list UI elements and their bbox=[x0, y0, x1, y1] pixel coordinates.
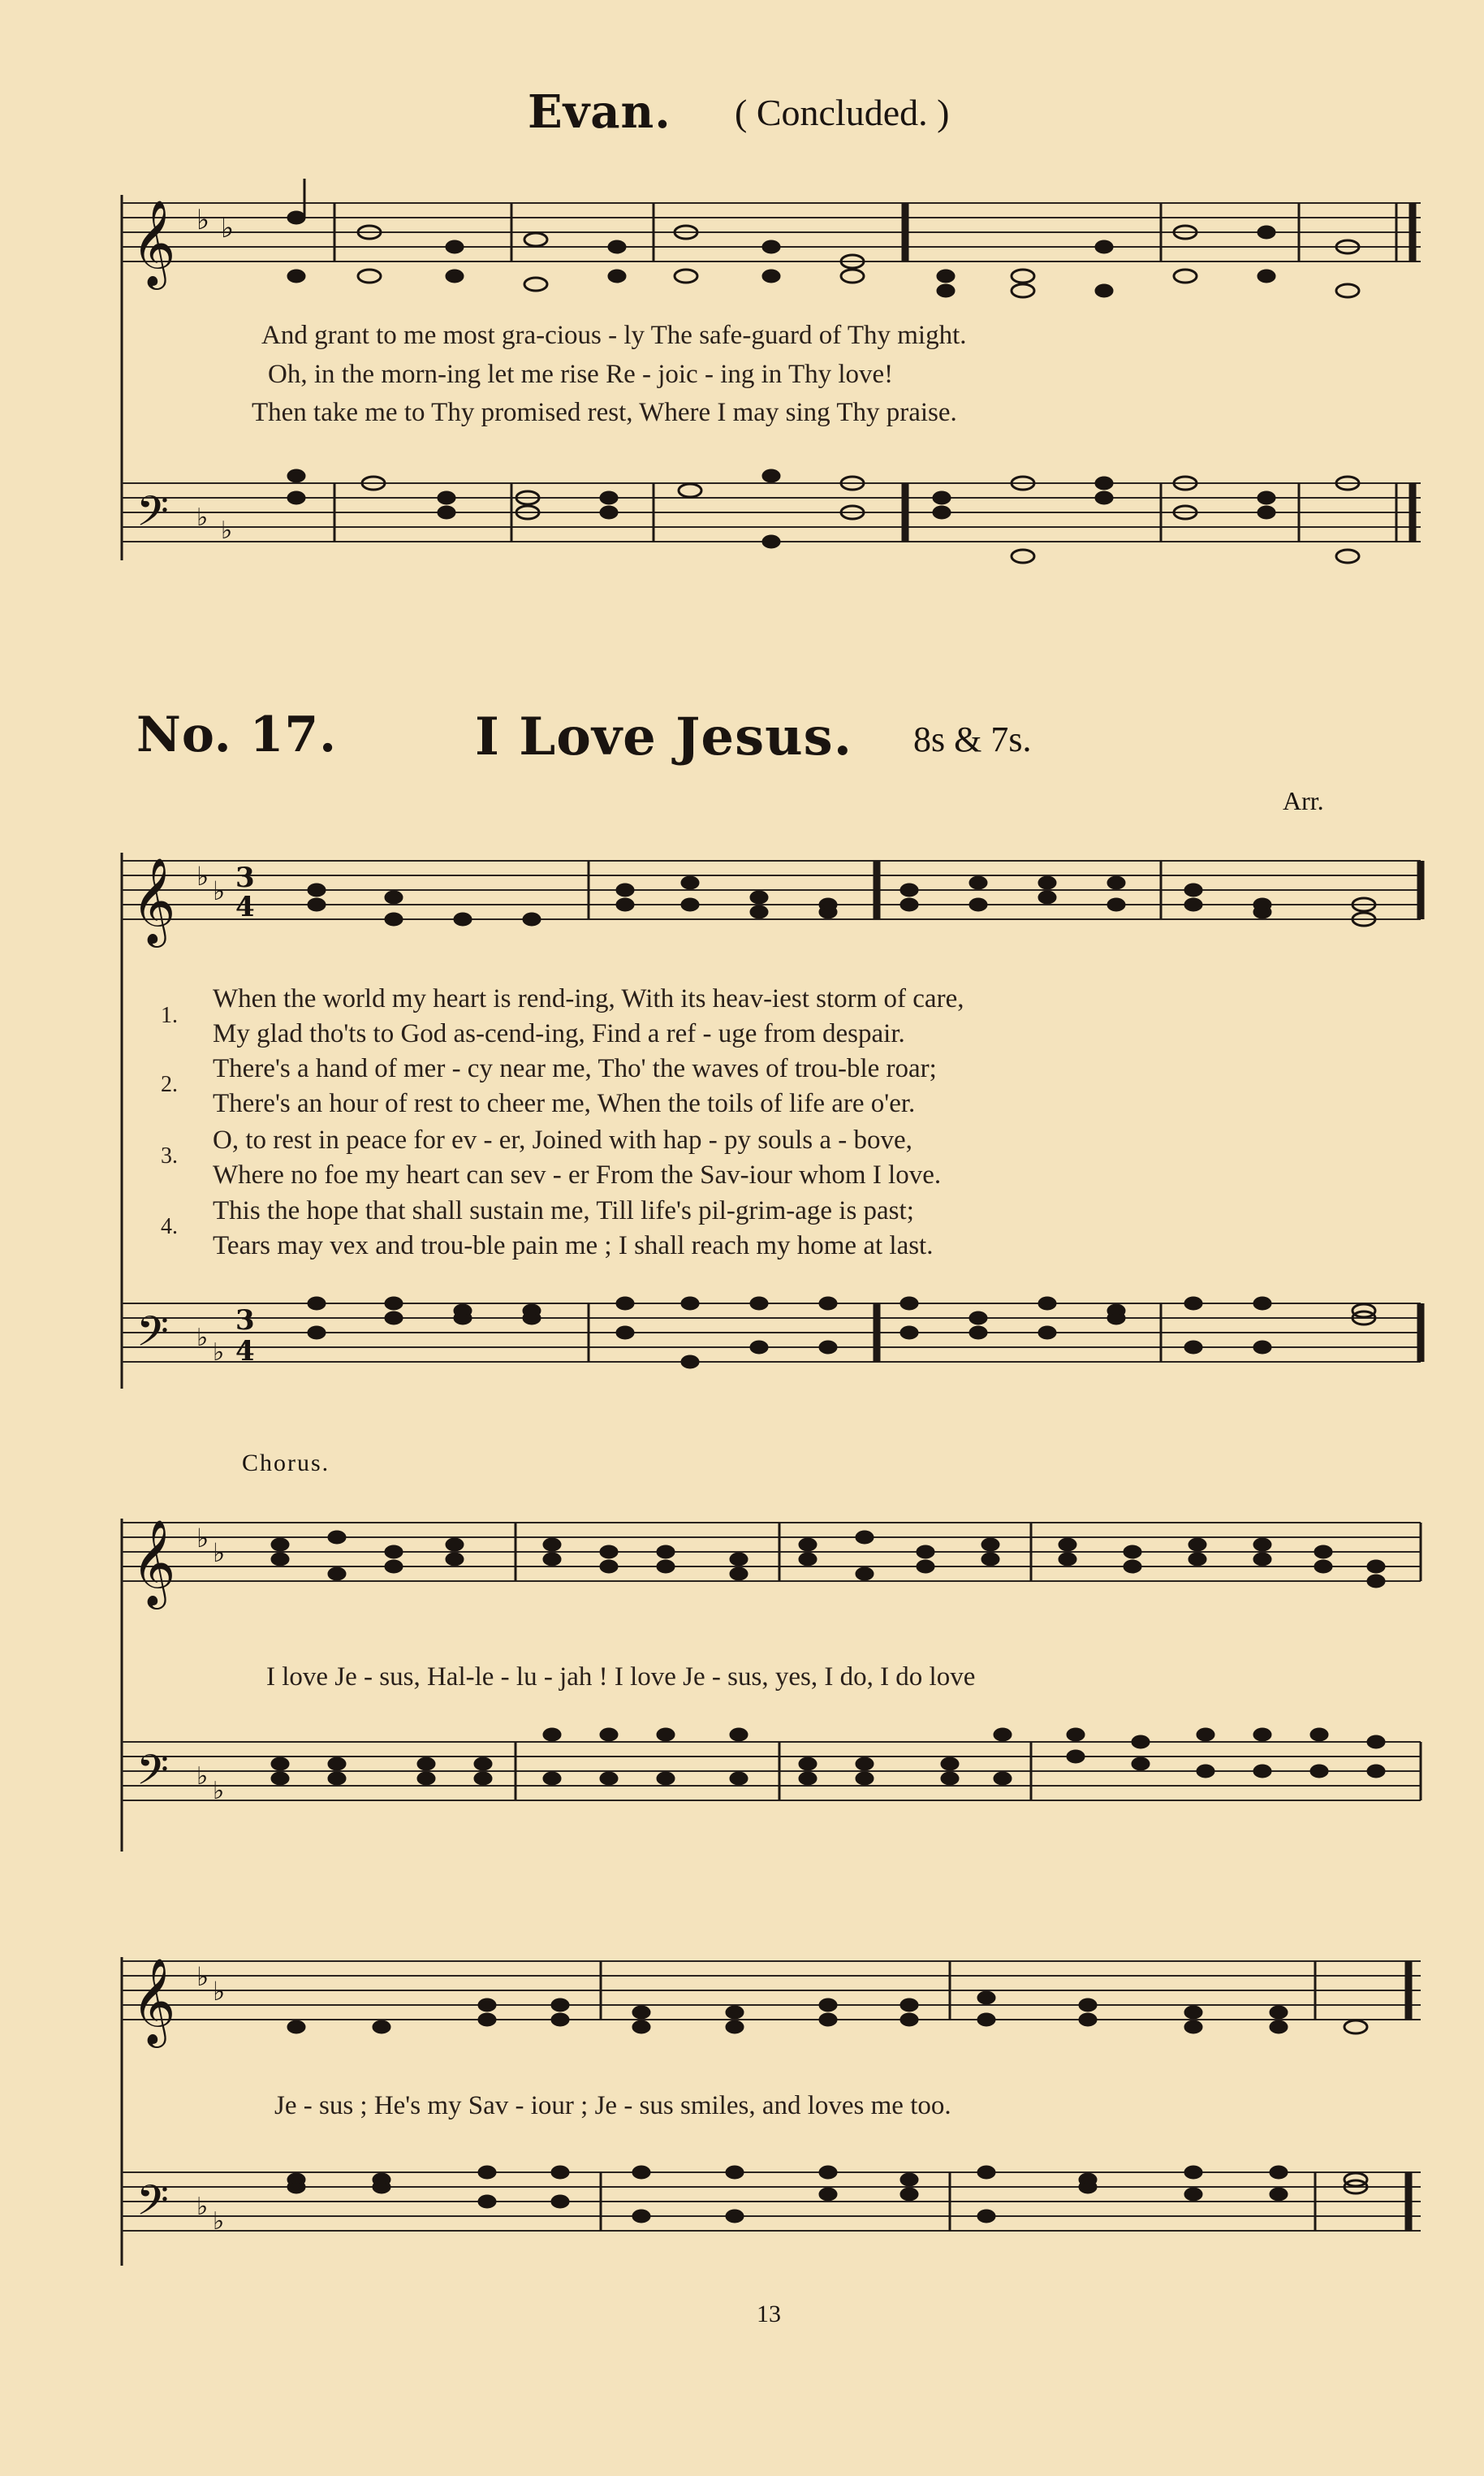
verse-number: 1. bbox=[161, 1003, 178, 1028]
hymn-number: No. 17. bbox=[136, 707, 337, 763]
bass-clef-icon: 𝄢 bbox=[136, 2176, 169, 2235]
key-flat-icon: ♭ bbox=[196, 1523, 209, 1553]
key-flat-icon: ♭ bbox=[196, 204, 210, 236]
verse-4-line-1: This the hope that shall sustain me, Till life's pil-grim-age is past; bbox=[213, 1196, 914, 1225]
staff-lines bbox=[122, 1961, 1421, 2020]
notes bbox=[288, 2167, 1367, 2222]
verse-number: 4. bbox=[161, 1214, 178, 1239]
key-flat-icon: ♭ bbox=[213, 1976, 226, 2007]
verse-2-line-2: There's an hour of rest to cheer me, When the toils of life are o'er. bbox=[213, 1089, 916, 1118]
verse-1-line-1: When the world my heart is rend-ing, With its heav-iest storm of care, bbox=[213, 984, 964, 1013]
treble-clef-icon: 𝄞 bbox=[132, 857, 176, 944]
verse-1-line-2: My glad tho'ts to God as-cend-ing, Find a ref - uge from despair. bbox=[213, 1019, 905, 1048]
notes bbox=[272, 1532, 1384, 1587]
arranger-credit: Arr. bbox=[1283, 786, 1324, 815]
verse-2-line-1: There's a hand of mer - cy near me, Tho' the waves of trou-ble roar; bbox=[213, 1054, 937, 1083]
evan-bass-staff bbox=[122, 467, 1429, 573]
treble-clef-icon: 𝄞 bbox=[132, 199, 176, 286]
staff-lines bbox=[122, 483, 1421, 542]
key-flat-icon: ♭ bbox=[196, 2193, 209, 2221]
key-flat-icon: ♭ bbox=[196, 861, 209, 892]
key-flat-icon: ♭ bbox=[213, 1338, 225, 1367]
staff-lines bbox=[122, 1742, 1421, 1800]
evan-lyric-line-3: Then take me to Thy promised rest, Where I may sing Thy praise. bbox=[252, 398, 957, 427]
verse-number: 2. bbox=[161, 1072, 178, 1097]
verse-number: 3. bbox=[161, 1143, 178, 1169]
page-number: 13 bbox=[757, 2301, 781, 2327]
staff-lines bbox=[122, 2172, 1421, 2231]
time-signature: 3 bbox=[235, 1304, 255, 1337]
key-flat-icon: ♭ bbox=[213, 1537, 226, 1568]
notes bbox=[288, 470, 1359, 563]
chorus-label: Chorus. bbox=[242, 1450, 330, 1476]
chorus-bass-staff-1 bbox=[122, 1722, 1429, 1835]
key-flat-icon: ♭ bbox=[196, 1324, 209, 1352]
chorus-treble-staff-1 bbox=[122, 1502, 1429, 1624]
key-flat-icon: ♭ bbox=[196, 1961, 209, 1992]
treble-clef-icon: 𝄞 bbox=[132, 1957, 176, 2044]
key-flat-icon: ♭ bbox=[213, 875, 226, 906]
hymn-bass-staff bbox=[122, 1287, 1429, 1409]
time-signature: 3 bbox=[235, 862, 255, 894]
key-flat-icon: ♭ bbox=[221, 212, 235, 244]
verse-3-line-2: Where no foe my heart can sev - er From the Sav-iour whom I love. bbox=[213, 1160, 942, 1190]
bass-clef-icon: 𝄢 bbox=[136, 1307, 169, 1366]
hymn-meter: 8s & 7s. bbox=[913, 719, 1032, 759]
evan-subtitle: ( Concluded. ) bbox=[735, 92, 950, 133]
chorus-lyric-2: Je - sus ; He's my Sav - iour ; Je - sus smiles, and loves me too. bbox=[274, 2091, 951, 2120]
key-flat-icon: ♭ bbox=[213, 2207, 225, 2236]
hymn-title: I Love Jesus. bbox=[475, 707, 852, 767]
key-flat-icon: ♭ bbox=[213, 1777, 225, 1805]
verse-3-line-1: O, to rest in peace for ev - er, Joined with hap - py souls a - bove, bbox=[213, 1126, 912, 1155]
evan-lyric-line-2: Oh, in the morn-ing let me rise Re - joic - ing in Thy love! bbox=[268, 360, 894, 389]
time-signature: 4 bbox=[235, 891, 255, 923]
time-signature: 4 bbox=[235, 1335, 255, 1368]
bass-clef-icon: 𝄢 bbox=[136, 486, 169, 546]
chorus-treble-staff-2 bbox=[122, 1941, 1429, 2063]
notes bbox=[288, 1992, 1367, 2033]
evan-lyric-line-1: And grant to me most gra-cious - ly The safe-guard of Thy might. bbox=[261, 321, 967, 350]
verse-4-line-2: Tears may vex and trou-ble pain me ; I shall reach my home at last. bbox=[213, 1231, 934, 1260]
bass-clef-icon: 𝄢 bbox=[136, 1745, 169, 1804]
key-flat-icon: ♭ bbox=[221, 516, 233, 545]
key-flat-icon: ♭ bbox=[196, 503, 209, 532]
chorus-bass-staff-2 bbox=[122, 2152, 1429, 2266]
evan-treble-staff bbox=[122, 187, 1429, 309]
key-flat-icon: ♭ bbox=[196, 1762, 209, 1791]
evan-title: Evan. bbox=[528, 85, 671, 139]
chorus-lyric-1: I love Je - sus, Hal-le - lu - jah ! I love Je - sus, yes, I do, I do love bbox=[266, 1662, 976, 1692]
notes bbox=[288, 179, 1359, 297]
staff-lines bbox=[122, 1523, 1421, 1581]
treble-clef-icon: 𝄞 bbox=[132, 1519, 176, 1605]
hymn-treble-staff bbox=[122, 836, 1429, 983]
